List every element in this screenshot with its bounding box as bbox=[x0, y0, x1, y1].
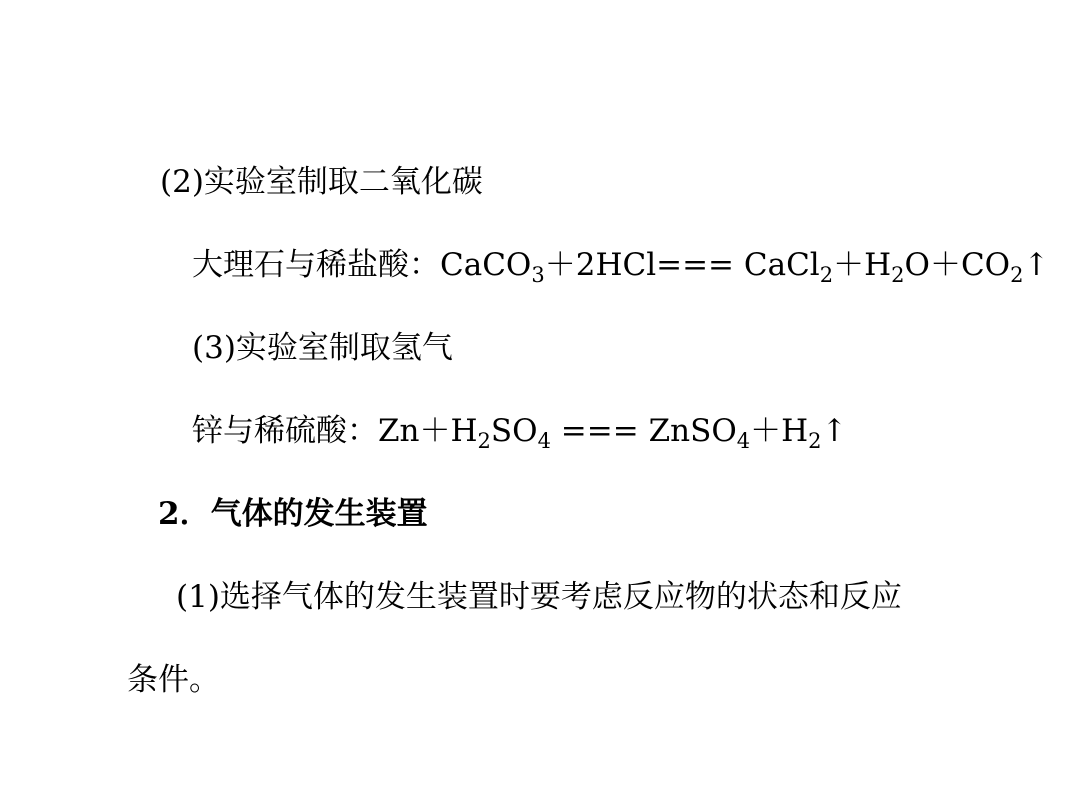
paragraph-line-1: (1)选择气体的发生装置时要考虑反应物的状态和反应 bbox=[176, 579, 902, 615]
gas-arrow-icon: ↑ bbox=[821, 413, 848, 449]
equation-text: O＋CO bbox=[904, 247, 1011, 283]
equation-text: CaCO bbox=[440, 247, 532, 283]
co2-equation-line bbox=[192, 245, 1049, 285]
gas-arrow-icon: ↑ bbox=[1023, 247, 1050, 283]
subscript: 2 bbox=[891, 263, 905, 287]
subscript: 2 bbox=[477, 429, 491, 453]
paragraph-line-2: 条件。 bbox=[127, 662, 220, 698]
h2-preparation-heading: (3)实验室制取氢气 bbox=[192, 330, 453, 366]
co2-preparation-heading: (2)实验室制取二氧化碳 bbox=[160, 164, 483, 200]
subscript: 3 bbox=[531, 263, 545, 287]
h2-reactant-label: 锌与稀硫酸： bbox=[192, 413, 378, 449]
equation-text: ＋H bbox=[750, 413, 809, 449]
equation-text: SO bbox=[490, 413, 538, 449]
subscript: 2 bbox=[819, 263, 834, 287]
equation-text: ＋2HCl=== CaCl bbox=[544, 247, 820, 283]
equation-text: Zn＋H bbox=[378, 413, 478, 449]
co2-reactant-label: 大理石与稀盐酸： bbox=[192, 247, 440, 283]
equation-text: === ZnSO bbox=[550, 413, 737, 449]
h2-equation-line bbox=[192, 411, 848, 451]
subscript: 2 bbox=[808, 429, 822, 453]
subscript: 4 bbox=[736, 429, 751, 453]
subscript: 4 bbox=[537, 429, 551, 453]
subscript: 2 bbox=[1010, 263, 1024, 287]
equation-text: ＋H bbox=[833, 247, 892, 283]
section-heading: 2．气体的发生装置 bbox=[158, 496, 428, 532]
